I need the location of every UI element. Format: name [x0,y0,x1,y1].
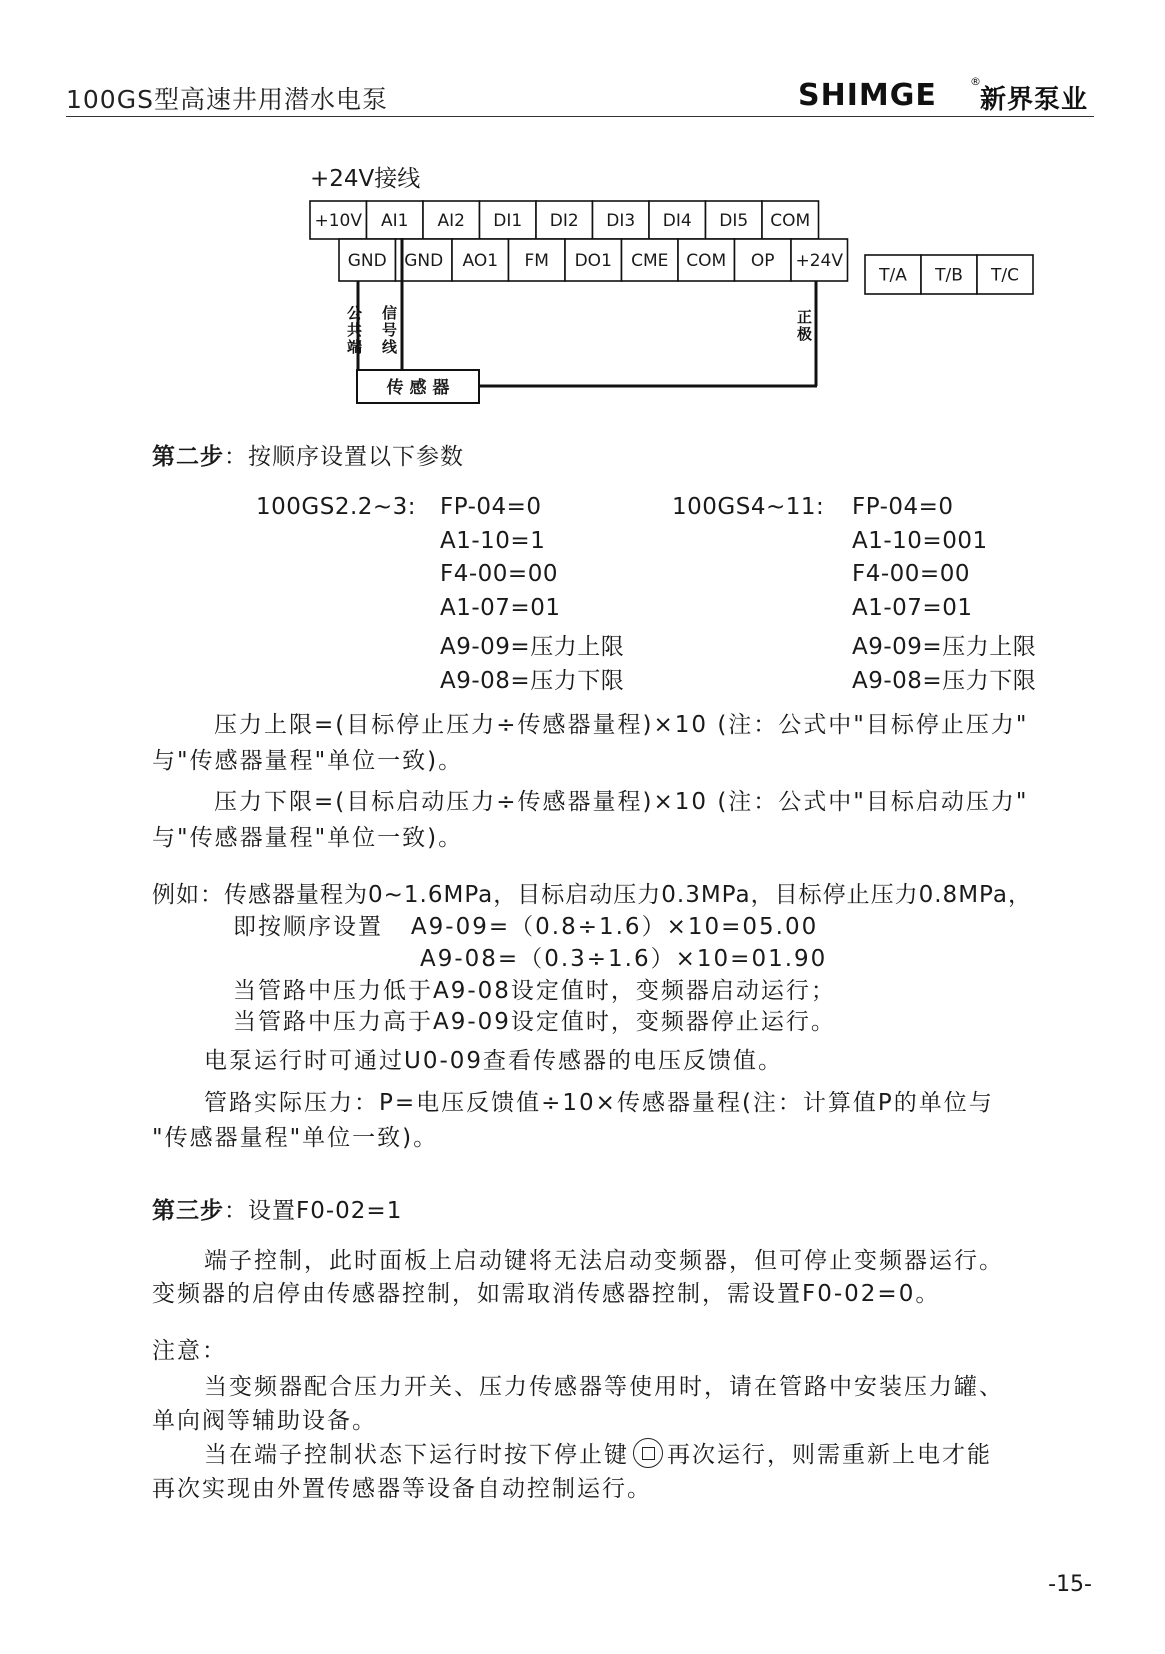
upper-limit-line1: 压力上限=(目标停止压力÷传感器量程)×10 (注：公式中"目标停止压力" [214,712,1029,738]
param-item: A1-10=001 [852,527,988,554]
left-model: 100GS2.2~3: [256,494,417,520]
example-line1: 例如：传感器量程为0~1.6MPa，目标启动压力0.3MPa，目标停止压力0.8MPa， [152,882,1032,908]
terminal-label: T/C [991,265,1019,286]
param-item: A1-10=1 [440,527,546,554]
step3-heading-line [152,1192,402,1225]
terminal-label: DI1 [493,211,523,231]
label-positive [796,308,812,343]
terminal-label: +10V [314,211,363,231]
upper-limit-line2: 与"传感器量程"单位一致)。 [152,748,464,774]
brand-registered-mark: ® [970,75,981,88]
terminal-relay-row [865,255,1033,294]
param-item: A1-07=01 [440,594,561,621]
step2-colon: ： [224,444,248,470]
terminal-label: COM [770,211,811,231]
terminal-label: AO1 [462,251,499,271]
example-line4: 当管路中压力低于A9-08设定值时，变频器启动运行； [233,978,836,1004]
param-item: A9-09=压力上限 [440,634,625,661]
terminal-label: FM [524,251,549,271]
step3-para-line1: 端子控制，此时面板上启动键将无法启动变频器，但可停止变频器运行。 [204,1248,1004,1274]
param-item: FP-04=0 [852,494,954,520]
terminal-label: GND [347,251,387,271]
brand-chinese-name: 新界泵业 [980,85,1089,115]
note-heading: 注意： [152,1338,227,1364]
terminal-label: +24V [795,251,844,271]
terminal-label: CME [631,251,669,271]
terminal-label: DO1 [574,251,612,271]
example-line2: 即按顺序设置 A9-09=（0.8÷1.6）×10=05.00 [233,914,819,940]
terminal-label: DI2 [549,211,579,231]
vertical-label-char: 公 [347,304,363,322]
actual-pressure-line2: "传感器量程"单位一致)。 [152,1125,439,1151]
example-line3: A9-08=（0.3÷1.6）×10=01.90 [420,946,828,972]
lower-limit-line2: 与"传感器量程"单位一致)。 [152,825,464,851]
sensor-label: 传 感 器 [386,378,450,398]
terminal-label: T/B [935,265,963,286]
step3-colon: ： [224,1198,248,1224]
label-common [347,304,363,356]
param-item: F4-00=00 [440,561,558,588]
param-item: FP-04=0 [440,494,542,520]
vertical-label-char: 端 [347,338,363,356]
param-item: A9-08=压力下限 [852,668,1037,694]
note-para1-line2: 单向阀等辅助设备。 [152,1408,377,1434]
terminal-label: DI4 [662,211,692,231]
vertical-label-char: 号 [382,321,398,339]
terminal-label: AI2 [437,211,465,231]
terminal-label: DI3 [606,211,636,231]
terminal-label: AI1 [381,211,409,231]
step2-text: 按顺序设置以下参数 [248,444,464,470]
vertical-label-char: 信 [382,304,398,322]
note-para2-line1 [204,1436,992,1469]
terminal-bottom-row [339,239,848,281]
lower-limit-line1: 压力下限=(目标启动压力÷传感器量程)×10 (注：公式中"目标启动压力" [214,789,1029,815]
step3-heading: 第三步 [152,1198,224,1224]
param-item: F4-00=00 [852,561,970,588]
wiring-diagram [0,0,1165,420]
terminal-label: T/A [879,265,907,286]
page-number: -15- [1048,1572,1092,1597]
document-title: 100GS型高速井用潜水电泵 [66,85,388,114]
note-para1-line1: 当变频器配合压力开关、压力传感器等使用时，请在管路中安装压力罐、 [204,1374,1004,1400]
example-line5: 当管路中压力高于A9-09设定值时，变频器停止运行。 [233,1009,836,1035]
param-item: A9-09=压力上限 [852,634,1037,661]
step3-text: 设置F0-02=1 [248,1198,403,1224]
label-signal [382,304,398,356]
note-para2-line1-b: 再次运行，则需重新上电才能 [667,1442,992,1468]
terminal-label: OP [750,251,775,271]
u0-line: 电泵运行时可通过U0-09查看传感器的电压反馈值。 [204,1048,784,1074]
vertical-label-char: 正 [797,308,813,326]
note-para2-line2: 再次实现由外置传感器等设备自动控制运行。 [152,1476,652,1502]
actual-pressure-line1: 管路实际压力：P=电压反馈值÷10×传感器量程(注：计算值P的单位与 [204,1090,994,1116]
step3-para-line2: 变频器的启停由传感器控制，如需取消传感器控制，需设置F0-02=0。 [152,1281,941,1307]
vertical-label-char: 极 [797,325,813,343]
param-item: A1-07=01 [852,594,973,621]
diagram-title: +24V接线 [310,166,421,192]
vertical-label-char: 共 [347,321,363,339]
terminal-label: DI5 [719,211,749,231]
param-item: A9-08=压力下限 [440,668,625,694]
step2-heading-line [152,438,464,471]
brand-logo: SHIMGE [798,78,937,113]
note-para2-line1-a: 当在端子控制状态下运行时按下停止键 [204,1442,629,1468]
vertical-label-char: 线 [382,338,398,356]
stop-key-icon [633,1438,663,1468]
terminal-label: COM [686,251,727,271]
terminal-label: GND [404,251,444,271]
terminal-top-row [310,201,819,239]
step2-heading: 第二步 [152,444,224,470]
right-model: 100GS4~11: [672,494,825,520]
